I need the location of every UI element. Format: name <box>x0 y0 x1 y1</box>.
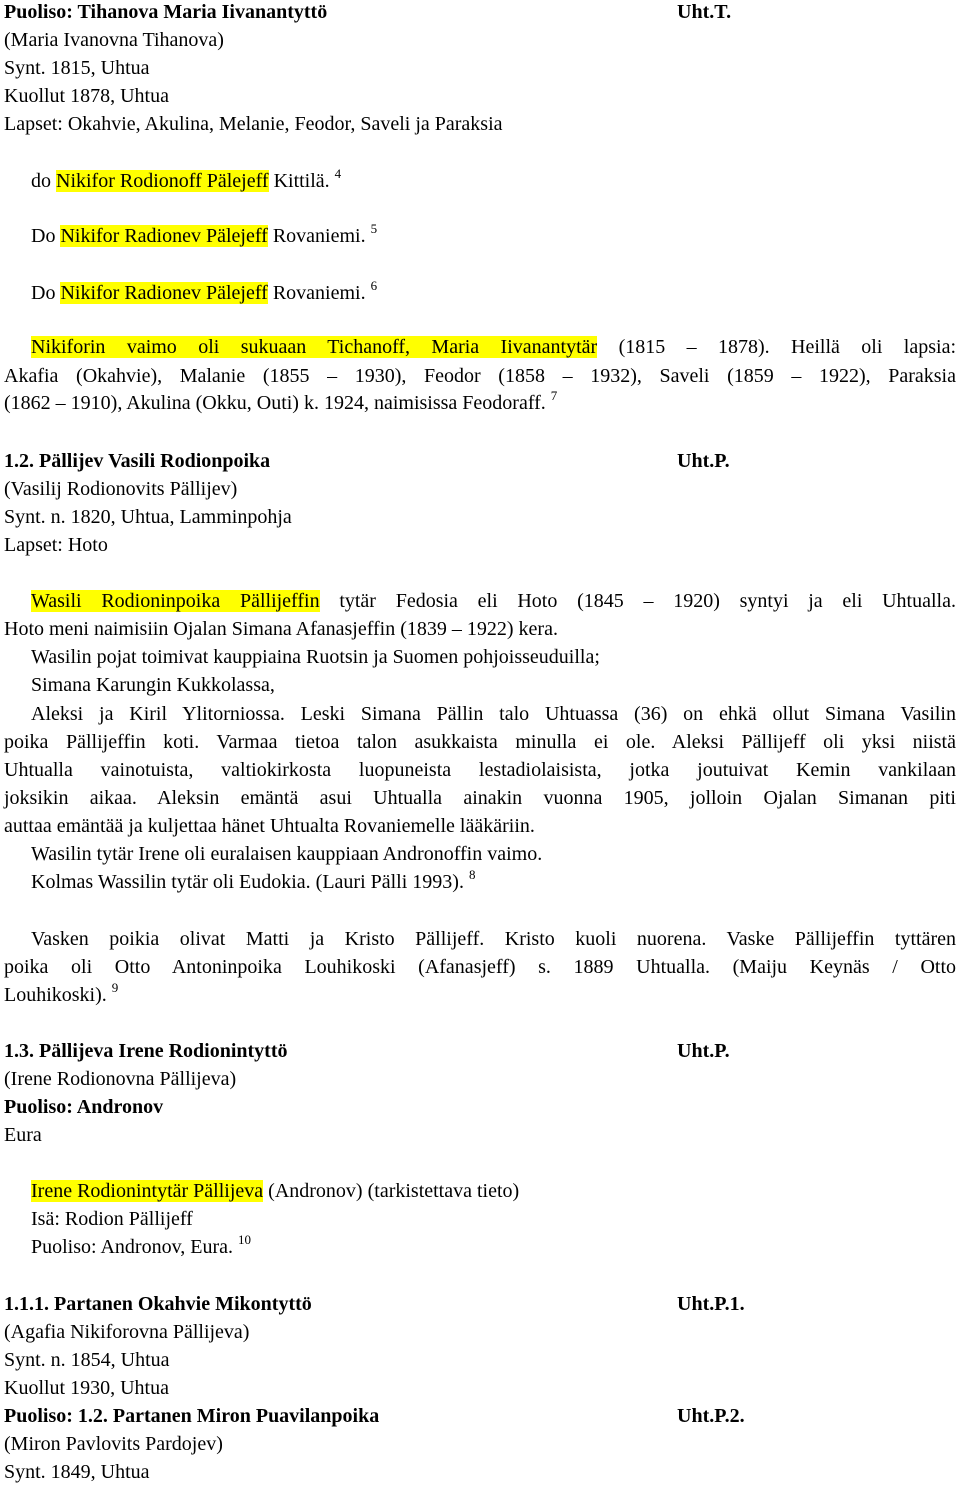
reference-place: Kittilä. <box>268 170 335 192</box>
paragraph-line <box>31 1177 519 1205</box>
paragraph-line: Akafia (Okahvie), Malanie (1855 – 1930), Feodor (1858 – 1932), Saveli (1859 – 1922), Paraksia <box>4 365 956 387</box>
entry-heading-tihanova: Puoliso: Tihanova Maria Iivanantyttö <box>4 1 328 23</box>
paragraph-line: Vasken poikia olivat Matti ja Kristo Pällijeff. Kristo kuoli nuorena. Vaske Pällijeffin tyttären <box>31 928 956 950</box>
highlighted-name: Nikifor Radionev Pälejeff <box>60 225 268 247</box>
reference-line <box>31 167 341 195</box>
paragraph-text: Puoliso: Andronov, Eura. <box>31 1236 239 1258</box>
entry-code-okahvie: Uht.P.1. <box>677 1293 745 1315</box>
reference-prefix: Do <box>31 282 61 304</box>
footnote-marker: 7 <box>550 388 558 403</box>
entry-line: (Irene Rodionovna Pällijeva) <box>4 1068 237 1090</box>
footnote-marker: 4 <box>334 166 342 181</box>
entry-line: (Vasilij Rodionovits Pällijev) <box>4 478 238 500</box>
footnote-marker: 8 <box>468 867 476 882</box>
footnote-marker: 10 <box>238 1232 252 1247</box>
entry-line: (Maria Ivanovna Tihanova) <box>4 29 224 51</box>
paragraph-text: (1815 – 1878). Heillä oli lapsia: <box>618 336 957 358</box>
paragraph-line: poika oli Otto Antoninpoika Louhikoski (Afanasjeff) s. 1889 Uhtualla. (Maiju Keynäs / Otto <box>4 956 956 978</box>
entry-spouse: Puoliso: Andronov <box>4 1096 164 1118</box>
entry-line: Synt. n. 1854, Uhtua <box>4 1349 170 1371</box>
paragraph-line <box>31 1233 251 1261</box>
reference-line <box>31 279 377 307</box>
highlighted-name: Wasili Rodioninpoika Pällijeffin <box>31 590 320 612</box>
entry-heading-vasili: 1.2. Pällijev Vasili Rodionpoika <box>4 450 271 472</box>
highlighted-name: Irene Rodionintytär Pällijeva <box>31 1180 264 1202</box>
paragraph-line <box>31 868 475 896</box>
entry-line: Lapset: Hoto <box>4 534 108 556</box>
paragraph-text: Louhikoski). <box>4 984 112 1006</box>
paragraph-line: Aleksi ja Kiril Ylitorniossa. Leski Simana Pällin talo Uhtuassa (36) on ehkä ollut Simana Vasilin <box>31 703 956 725</box>
paragraph-text: (Andronov) (tarkistettava tieto) <box>263 1180 520 1202</box>
paragraph-line: poika Pällijeffin koti. Varmaa tietoa talon asukkaista minulla ei ole. Aleksi Pällijeff oli yksi niistä <box>4 731 956 753</box>
highlighted-name: Nikifor Rodionoff Pälejeff <box>56 170 269 192</box>
paragraph-line: Isä: Rodion Pällijeff <box>31 1208 193 1230</box>
entry-line: Synt. 1849, Uhtua <box>4 1461 150 1483</box>
footnote-marker: 5 <box>370 221 378 236</box>
paragraph-line <box>4 981 118 1009</box>
paragraph-line: Wasilin tytär Irene oli euralaisen kauppiaan Andronoffin vaimo. <box>31 843 543 865</box>
highlighted-name: Nikifor Radionev Pälejeff <box>60 282 268 304</box>
entry-heading-irene: 1.3. Pällijeva Irene Rodionintyttö <box>4 1040 288 1062</box>
entry-code-miron: Uht.P.2. <box>677 1405 745 1427</box>
highlighted-name: Nikiforin vaimo oli sukuaan Tichanoff, Maria Iivanantytär <box>31 336 598 358</box>
entry-line: Lapset: Okahvie, Akulina, Melanie, Feodor, Saveli ja Paraksia <box>4 113 503 135</box>
entry-line: Kuollut 1878, Uhtua <box>4 85 169 107</box>
entry-heading-miron: Puoliso: 1.2. Partanen Miron Puavilanpoika <box>4 1405 380 1427</box>
paragraph-line: auttaa emäntää ja kuljettaa hänet Uhtualta Rovaniemelle lääkäriin. <box>4 815 535 837</box>
paragraph-line <box>31 587 956 615</box>
entry-line: Synt. 1815, Uhtua <box>4 57 150 79</box>
reference-prefix: do <box>31 170 56 192</box>
entry-code-irene: Uht.P. <box>677 1040 730 1062</box>
footnote-marker: 9 <box>111 980 119 995</box>
paragraph-line <box>4 389 557 417</box>
paragraph-text: tytär Fedosia eli Hoto (1845 – 1920) syntyi ja eli Uhtualla. <box>339 590 956 612</box>
reference-place: Rovaniemi. <box>267 225 371 247</box>
entry-line: (Agafia Nikiforovna Pällijeva) <box>4 1321 250 1343</box>
entry-code-vasili: Uht.P. <box>677 450 730 472</box>
reference-prefix: Do <box>31 225 61 247</box>
paragraph-text: Kolmas Wassilin tytär oli Eudokia. (Lauri Pälli 1993). <box>31 871 469 893</box>
reference-line <box>31 222 377 250</box>
paragraph-line: Simana Karungin Kukkolassa, <box>31 674 275 696</box>
paragraph-text: (1862 – 1910), Akulina (Okku, Outi) k. 1924, naimisissa Feodoraff. <box>4 392 551 414</box>
paragraph-line <box>31 333 956 361</box>
entry-line: Eura <box>4 1124 42 1146</box>
reference-place: Rovaniemi. <box>267 282 371 304</box>
entry-line: Synt. n. 1820, Uhtua, Lamminpohja <box>4 506 292 528</box>
footnote-marker: 6 <box>370 278 378 293</box>
paragraph-line: joksikin aikaa. Aleksin emäntä asui Uhtualla ainakin vuonna 1905, jolloin Ojalan Simanan piti <box>4 787 956 809</box>
entry-heading-okahvie: 1.1.1. Partanen Okahvie Mikontyttö <box>4 1293 312 1315</box>
entry-line: Kuollut 1930, Uhtua <box>4 1377 169 1399</box>
paragraph-line: Uhtualla vainotuista, valtiokirkosta luopuneista lestadiolaisista, jotka joutuivat Kemin vankilaan <box>4 759 956 781</box>
entry-code-tihanova: Uht.T. <box>677 1 732 23</box>
paragraph-line: Wasilin pojat toimivat kauppiaina Ruotsin ja Suomen pohjoisseuduilla; <box>31 646 600 668</box>
entry-line: (Miron Pavlovits Pardojev) <box>4 1433 223 1455</box>
paragraph-line: Hoto meni naimisiin Ojalan Simana Afanasjeffin (1839 – 1922) kera. <box>4 618 558 640</box>
